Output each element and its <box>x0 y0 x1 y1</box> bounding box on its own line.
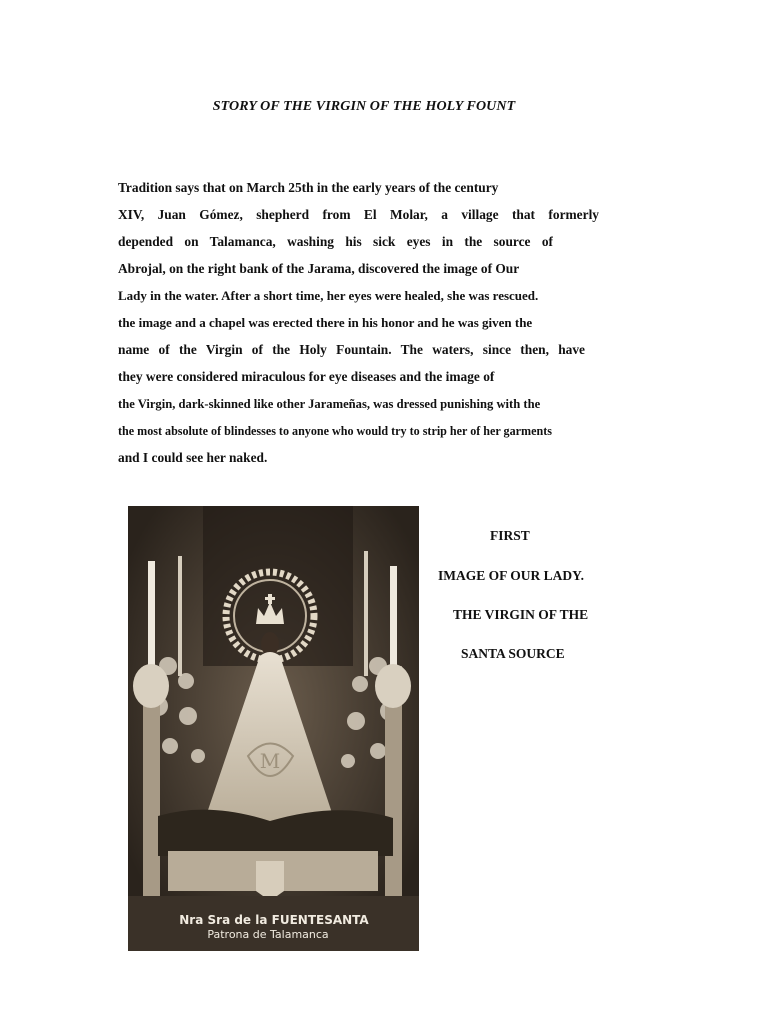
text-line: XIV, Juan Gómez, shepherd from El Molar, a village that formerly <box>118 207 599 222</box>
inscription-line-1: Nra Sra de la FUENTESANTA <box>179 913 369 927</box>
text-line: Lady in the water. After a short time, her eyes were healed, she was rescued. <box>118 288 539 303</box>
candle-right-inner <box>364 551 368 676</box>
text-line: depended on Talamanca, washing his sick eyes in the source of <box>118 234 553 249</box>
text-line: the Virgin, dark-skinned like other Jarameñas, was dressed punishing with the <box>118 397 541 411</box>
text-line: Abrojal, on the right bank of the Jarama, discovered the image of Our <box>118 261 520 276</box>
caption-line-1: FIRST <box>490 528 530 543</box>
text-line: and I could see her naked. <box>118 450 268 465</box>
inscription-line-2: Patrona de Talamanca <box>207 928 329 941</box>
text-line: name of the Virgin of the Holy Fountain. The waters, since then, have <box>118 342 585 357</box>
virgin-image-illustration <box>128 506 419 951</box>
document-title: STORY OF THE VIRGIN OF THE HOLY FOUNT <box>212 99 516 114</box>
candle-left-inner <box>178 556 182 676</box>
text-line: Tradition says that on March 25th in the early years of the century <box>118 180 499 195</box>
caption-line-2: IMAGE OF OUR LADY. <box>438 568 585 583</box>
virgin-photograph <box>128 506 419 951</box>
caption-line-3: THE VIRGIN OF THE <box>453 607 589 622</box>
monogram-letter: M <box>259 749 281 773</box>
text-line: they were considered miraculous for eye diseases and the image of <box>118 369 495 384</box>
text-line: the image and a chapel was erected there in his honor and he was given the <box>118 315 533 330</box>
caption-line-4: SANTA SOURCE <box>461 646 565 661</box>
story-paragraph <box>118 176 618 473</box>
text-line: the most absolute of blindesses to anyone who would try to strip her of her garments <box>118 424 552 438</box>
